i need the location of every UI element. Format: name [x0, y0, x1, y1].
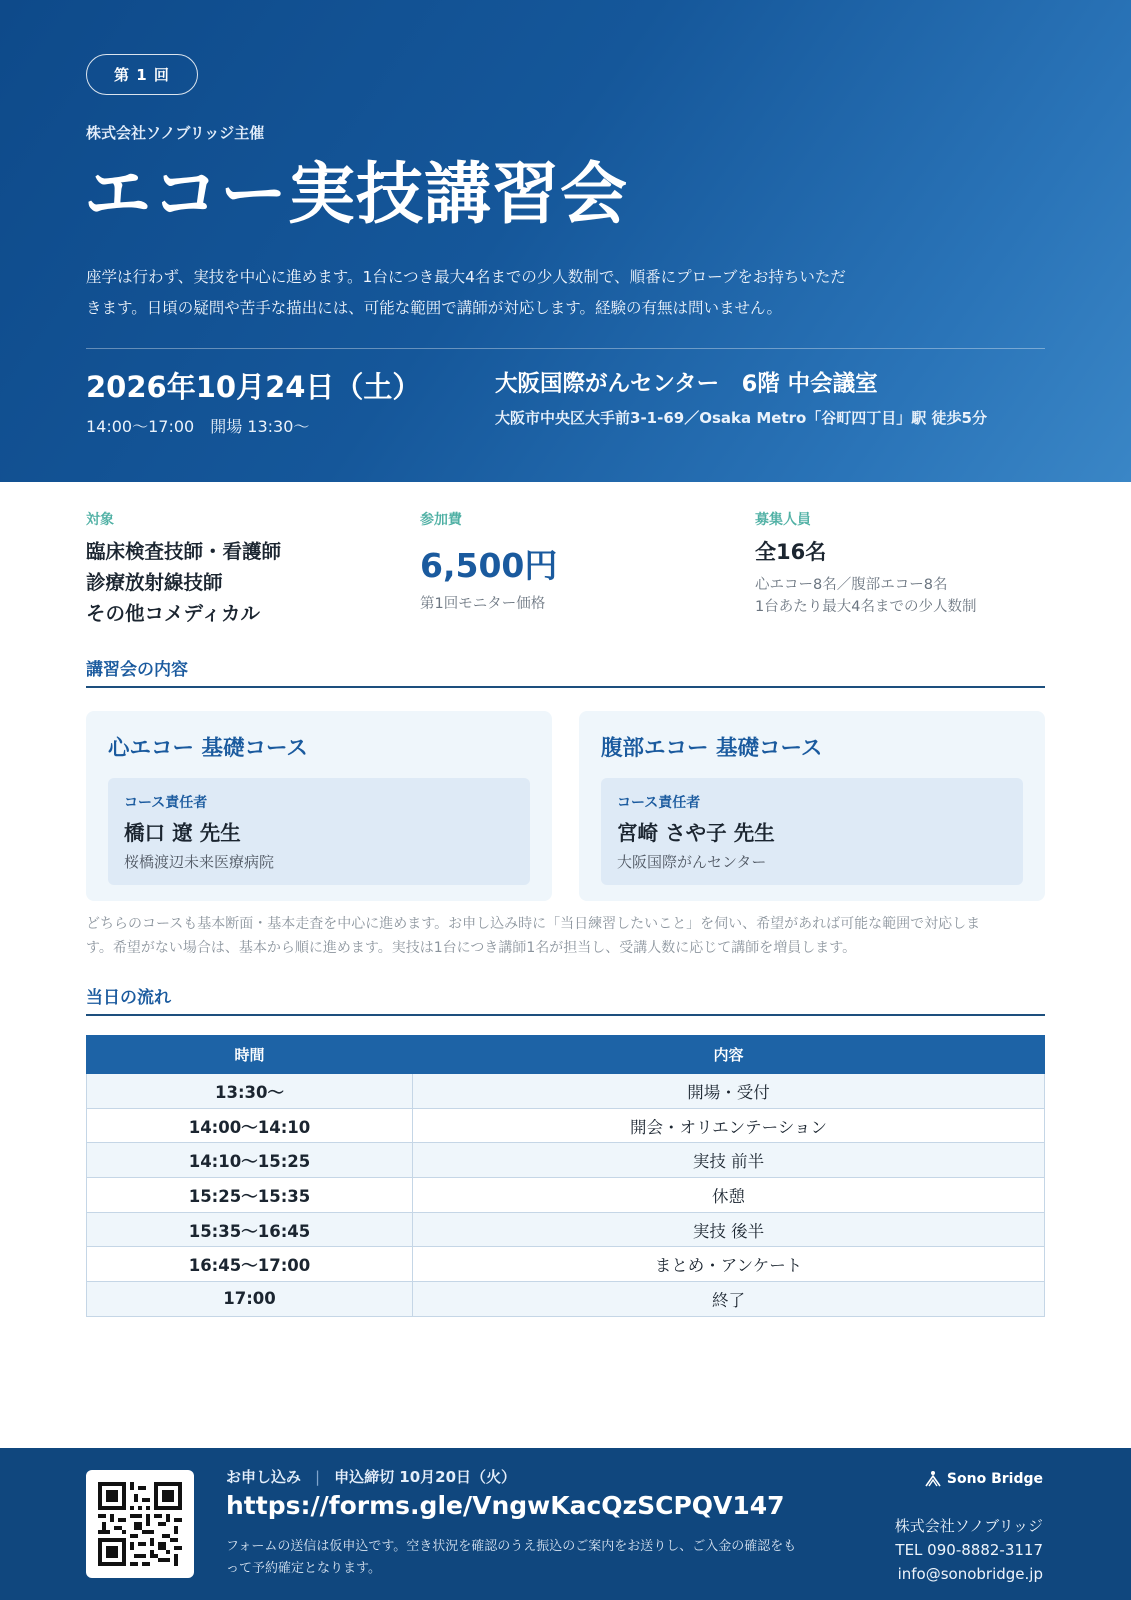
- intro-line: 座学は行わず、実技を中心に進めます。1台につき最大4名までの少人数制で、順番にプローブをお持ちいただ: [86, 268, 846, 286]
- section-divider: [86, 1014, 1045, 1016]
- content-cell: 開会・オリエンテーション: [413, 1108, 1045, 1143]
- content-cell: 終了: [413, 1282, 1045, 1317]
- time-cell: 16:45〜17:00: [87, 1247, 413, 1282]
- brand-logo: [924, 1470, 1043, 1488]
- time-cell: 15:35〜16:45: [87, 1212, 413, 1247]
- capacity-total: 全16名: [755, 540, 827, 564]
- table-row: [87, 1282, 1045, 1317]
- organizer: 株式会社ソノブリッジ主催: [86, 124, 265, 142]
- table-header-row: [87, 1036, 1045, 1074]
- venue-name: 大阪国際がんセンター 6階 中会議室: [495, 371, 878, 397]
- divider: [86, 348, 1045, 349]
- target-item: その他コメディカル: [86, 602, 260, 625]
- course-lead-box: [108, 778, 530, 885]
- company-contact: [895, 1514, 1043, 1586]
- capacity-note-line: 1台あたり最大4名までの少人数制: [755, 599, 977, 615]
- lead-name: 橋口 遼 先生: [124, 821, 241, 845]
- time-cell: 14:10〜15:25: [87, 1143, 413, 1178]
- page-title: エコー実技講習会: [84, 155, 628, 233]
- course-note-line: どちらのコースも基本断面・基本走査を中心に進めます。お申し込み時に「当日練習したいこと」を伺い、希望があれば可能な範囲で対応しま: [86, 916, 981, 932]
- section-divider: [86, 686, 1045, 688]
- apply-line: [226, 1466, 516, 1487]
- section-heading-schedule: 当日の流れ: [86, 988, 171, 1008]
- footer: [0, 1448, 1131, 1600]
- section-heading-content: 講習会の内容: [86, 660, 188, 680]
- course-title: 心エコー 基礎コース: [108, 736, 308, 761]
- form-note: [226, 1536, 866, 1580]
- lead-organization: 桜橋渡辺未来医療病院: [124, 853, 275, 871]
- lead-organization: 大阪国際がんセンター: [617, 853, 767, 871]
- content-cell: 実技 後半: [413, 1212, 1045, 1247]
- event-time: 14:00〜17:00 開場 13:30〜: [86, 417, 310, 436]
- brand-mark-icon: [924, 1470, 942, 1488]
- content-cell: 開場・受付: [413, 1074, 1045, 1109]
- column-header-content: 内容: [413, 1036, 1045, 1074]
- capacity-note-line: 心エコー8名／腹部エコー8名: [755, 577, 948, 593]
- time-cell: 17:00: [87, 1282, 413, 1317]
- course-note: [86, 912, 1048, 960]
- table-row: [87, 1178, 1045, 1213]
- table-row: [87, 1212, 1045, 1247]
- apply-label: お申し込み: [226, 1468, 302, 1486]
- apply-deadline: 申込締切 10月20日（火）: [334, 1468, 517, 1486]
- hero-banner: [0, 0, 1131, 482]
- course-note-line: す。希望がない場合は、基本から順に進めます。実技は1台につき講師1名が担当し、受講人数に応じて講師を増員します。: [86, 940, 857, 956]
- table-row: [87, 1247, 1045, 1282]
- form-note-line: って予約確定となります。: [226, 1561, 381, 1576]
- target-label: 対象: [86, 512, 114, 528]
- time-cell: 13:30〜: [87, 1074, 413, 1109]
- brand-name: Sono Bridge: [946, 1471, 1043, 1487]
- lead-label: コース責任者: [124, 795, 208, 811]
- content-cell: 休憩: [413, 1178, 1045, 1213]
- company-tel[interactable]: TEL 090-8882-3117: [895, 1541, 1043, 1559]
- table-row: [87, 1074, 1045, 1109]
- fee-label: 参加費: [420, 512, 462, 528]
- company-name: 株式会社ソノブリッジ: [894, 1517, 1043, 1535]
- intro-text: [86, 262, 966, 324]
- course-lead-box: [601, 778, 1023, 885]
- target-list: [86, 536, 281, 629]
- lead-label: コース責任者: [617, 795, 701, 811]
- capacity-label: 募集人員: [755, 512, 811, 528]
- target-item: 臨床検査技師・看護師: [86, 540, 282, 563]
- course-card-cardiac: [86, 711, 552, 901]
- venue-address: 大阪市中央区大手前3-1-69／Osaka Metro「谷町四丁目」駅 徒歩5分: [495, 409, 987, 427]
- fee-note: 第1回モニター価格: [420, 596, 546, 612]
- time-cell: 14:00〜14:10: [87, 1108, 413, 1143]
- application-url-link[interactable]: https://forms.gle/VngwKacQzSCPQV147: [226, 1491, 785, 1520]
- content-cell: まとめ・アンケート: [413, 1247, 1045, 1282]
- course-card-abdominal: [579, 711, 1045, 901]
- capacity-note: [755, 574, 976, 618]
- column-header-time: 時間: [87, 1036, 413, 1074]
- company-email[interactable]: info@sonobridge.jp: [897, 1565, 1043, 1583]
- intro-line: きます。日頃の疑問や苦手な描出には、可能な範囲で講師が対応します。経験の有無は問いません。: [86, 299, 782, 317]
- form-note-line: フォームの送信は仮申込です。空き状況を確認のうえ振込のご案内をお送りし、ご入金の確認をも: [226, 1539, 797, 1554]
- lead-name: 宮崎 さや子 先生: [617, 821, 775, 845]
- table-row: [87, 1143, 1045, 1178]
- separator: |: [315, 1468, 321, 1486]
- qr-code-icon[interactable]: [86, 1470, 194, 1578]
- qr-code-pattern: [98, 1482, 182, 1566]
- content-cell: 実技 前半: [413, 1143, 1045, 1178]
- time-cell: 15:25〜15:35: [87, 1178, 413, 1213]
- event-date: 2026年10月24日（土）: [86, 370, 422, 404]
- table-row: [87, 1108, 1045, 1143]
- course-title: 腹部エコー 基礎コース: [601, 736, 823, 761]
- fee-amount: 6,500円: [420, 546, 558, 585]
- round-badge: 第 1 回: [86, 54, 198, 95]
- target-item: 診療放射線技師: [86, 571, 223, 594]
- schedule-table: [86, 1035, 1045, 1317]
